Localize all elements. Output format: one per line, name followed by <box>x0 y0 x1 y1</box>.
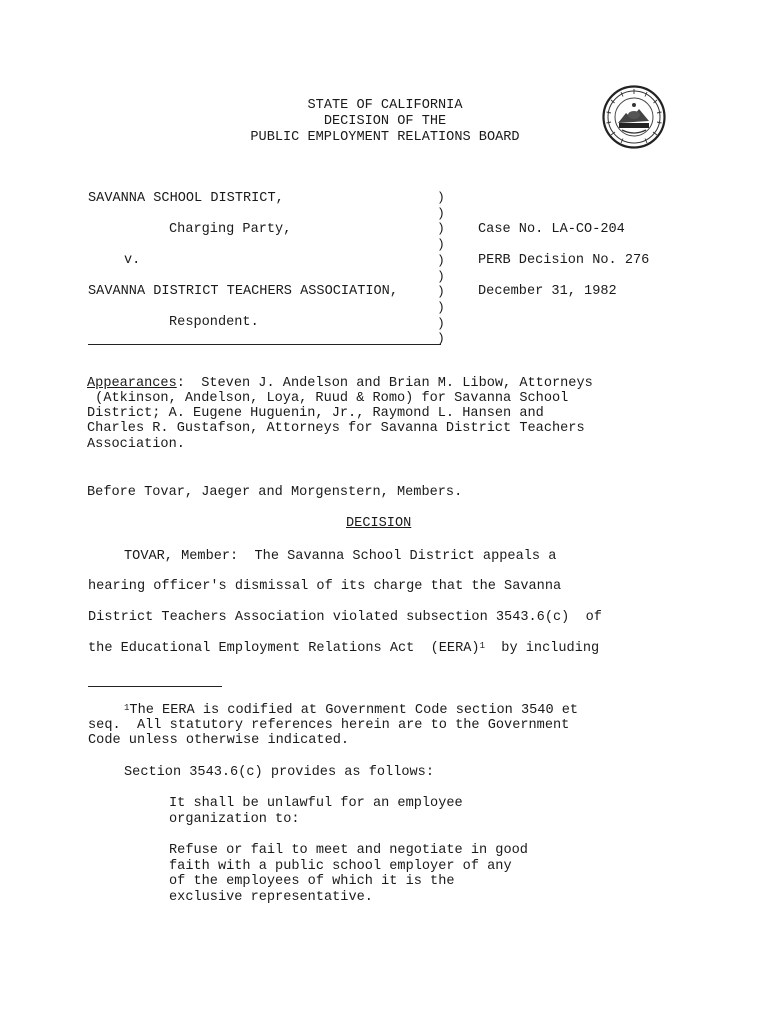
appearances-line-1 <box>87 376 593 392</box>
appearances-line-5: Association. <box>87 437 185 452</box>
quote-1-line-1: It shall be unlawful for an employee <box>169 796 463 811</box>
party-respondent: SAVANNA DISTRICT TEACHERS ASSOCIATION, <box>88 284 398 299</box>
decision-heading: DECISION <box>346 516 412 531</box>
header-line-3: PUBLIC EMPLOYMENT RELATIONS BOARD <box>250 130 520 145</box>
role-respondent: Respondent. <box>169 315 259 330</box>
appearances-line-4: Charles R. Gustafson, Attorneys for Savanna District Teachers <box>87 421 585 436</box>
appearances-line-2: (Atkinson, Andelson, Loya, Ruud & Romo) for Savanna School <box>87 391 569 406</box>
header-line-2: DECISION OF THE <box>323 114 447 129</box>
case-number: Case No. LA-CO-204 <box>478 222 625 237</box>
decision-date: December 31, 1982 <box>478 284 617 299</box>
caption-rule <box>88 344 441 345</box>
footnote-rule <box>88 686 222 687</box>
appearances-text-1: : Steven J. Andelson and Brian M. Libow, Attorneys <box>176 376 593 391</box>
caption-brackets: ) ) ) ) ) ) ) ) ) ) <box>437 190 445 347</box>
before-panel: Before Tovar, Jaeger and Morgenstern, Members. <box>87 485 463 500</box>
body-line-4-text: the Educational Employment Relations Act (EERA) <box>88 641 480 656</box>
quote-2-line-3: of the employees of which it is the <box>169 874 455 889</box>
footnote-ref: 1 <box>479 641 485 651</box>
footnote-marker: 1 <box>124 703 130 713</box>
body-line-4-tail: by including <box>484 641 600 656</box>
body-line-2: hearing officer's dismissal of its charge that the Savanna <box>88 579 562 594</box>
footnote-line-3: Code unless otherwise indicated. <box>88 733 350 748</box>
state-seal-icon <box>602 85 666 149</box>
quote-2-line-4: exclusive representative. <box>169 890 373 905</box>
footnote-line-1 <box>124 703 578 719</box>
body-line-1: TOVAR, Member: The Savanna School District appeals a <box>124 549 557 564</box>
body-line-3: District Teachers Association violated subsection 3543.6(c) of <box>88 610 602 625</box>
role-charging: Charging Party, <box>169 222 292 237</box>
header-line-1: STATE OF CALIFORNIA <box>307 98 463 113</box>
footnote-line-2: seq. All statutory references herein are to the Government <box>88 718 570 733</box>
perb-decision-number: PERB Decision No. 276 <box>478 253 650 268</box>
quote-1-line-2: organization to: <box>169 812 300 827</box>
party-charging: SAVANNA SCHOOL DISTRICT, <box>88 191 284 206</box>
section-intro: Section 3543.6(c) provides as follows: <box>124 765 434 780</box>
footnote-text-1: The EERA is codified at Government Code section 3540 et <box>129 703 579 718</box>
quote-2-line-1: Refuse or fail to meet and negotiate in good <box>169 843 528 858</box>
quote-2-line-2: faith with a public school employer of any <box>169 859 512 874</box>
appearances-line-3: District; A. Eugene Huguenin, Jr., Raymond L. Hansen and <box>87 406 544 421</box>
body-line-4 <box>88 641 599 657</box>
appearances-label: Appearances <box>87 376 177 391</box>
versus-label: v. <box>124 253 141 268</box>
